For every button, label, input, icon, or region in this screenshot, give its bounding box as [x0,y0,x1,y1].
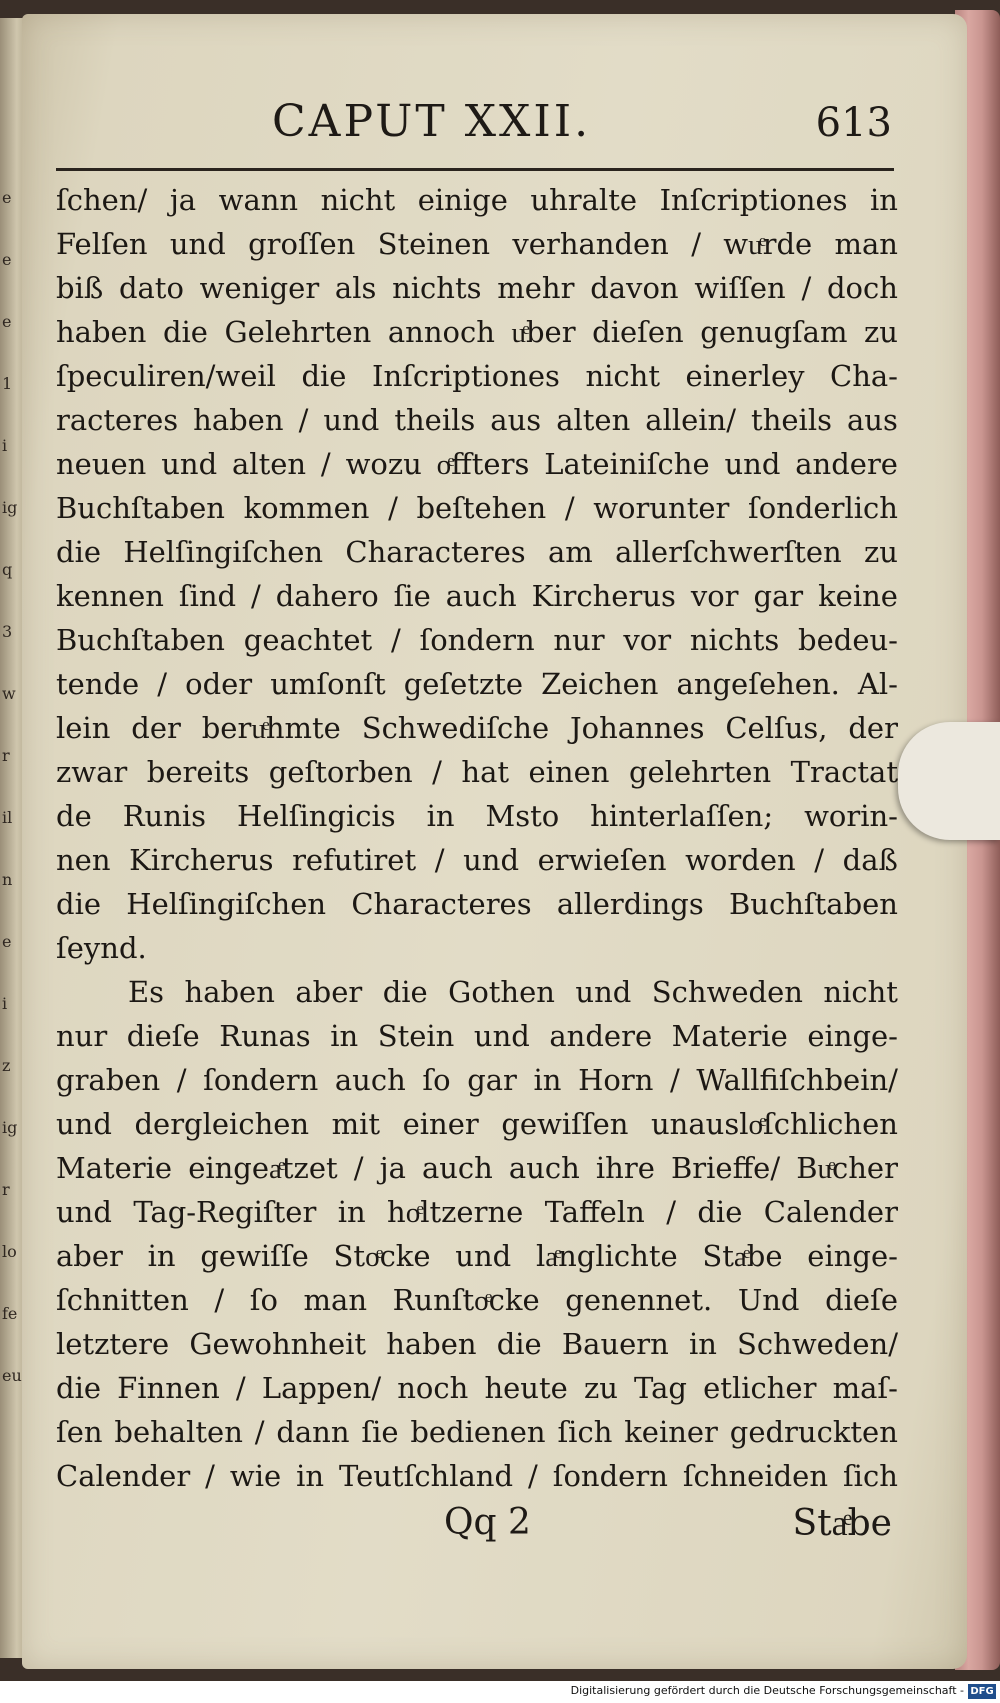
word: Gelehrten [224,315,372,349]
word: mit [331,1107,381,1141]
word: Schwediſche [361,711,550,745]
text-line [56,1014,898,1058]
word: Msto [485,799,560,833]
word: Tag-Regiſter [133,1195,317,1229]
word: Teutſchland [339,1459,514,1493]
word: wozu [345,447,422,481]
word: in [426,799,455,833]
previous-page-fragment: ig [2,498,18,517]
word: mehr [497,271,575,305]
word: hinterlaſſen; [590,799,774,833]
word: und [56,1195,112,1229]
word: man [303,1283,367,1317]
word: man [834,227,898,261]
word: einer [402,1107,479,1141]
word: wie [229,1459,282,1493]
word: nur [56,1019,108,1053]
word: Characteres [351,887,532,921]
body-text [56,178,898,1498]
word: Gewohnheit [189,1327,367,1361]
word: Felſen [56,227,148,261]
word: keiner [624,1415,718,1449]
word: ſpeculiren/weil [56,359,276,393]
previous-page-fragment: i [2,436,8,455]
word: gar [467,1063,517,1097]
word: bereits [146,755,250,789]
word: theils [394,403,476,437]
word: Tag [634,1371,687,1405]
text-line [56,486,898,530]
word: Buͤcher [796,1151,898,1185]
word: Calender [763,1195,898,1229]
word: in [296,1459,325,1493]
text-line [56,530,898,574]
previous-page-fragment: n [2,870,13,889]
text-line [56,1190,898,1234]
word: annoch [387,315,495,349]
word: ſondern [203,1063,319,1097]
word: Kircherus [129,843,274,877]
previous-page-fragment: r [2,746,10,765]
word: der [848,711,898,745]
word: und [455,1239,512,1273]
text-line [56,1454,898,1498]
word: oder [185,667,253,701]
word: nicht [823,975,898,1009]
word: neuen [56,447,147,481]
text-line [56,398,898,442]
previous-page-fragment: il [2,808,13,827]
word: kommen [243,491,370,525]
word: Inſcriptiones [659,183,848,217]
bookmark-tab [898,722,1000,840]
running-head: CAPUT XXII. [272,96,592,147]
word: und [169,227,226,261]
word: bedeu- [798,623,898,657]
word: umſonſt [270,667,386,701]
word: dergleichen [134,1107,310,1141]
word: bedienen [410,1415,546,1449]
word: angeſehen. [676,667,840,701]
word: Staͤbe [702,1239,783,1273]
word: alten [556,403,631,437]
word: alten [232,447,307,481]
text-line [56,1058,898,1102]
word: / [235,1371,246,1405]
word: / [691,227,701,261]
word: Calender [56,1459,191,1493]
word: allerſchwerſten [615,535,842,569]
text-line [56,1410,898,1454]
word: Schweden [651,975,803,1009]
word: dieſen [592,315,684,349]
word: hat [461,755,510,789]
word: ſonderlich [747,491,898,525]
word: ſondern [552,1459,668,1493]
word: unausloͤſchlichen [651,1107,898,1141]
word: die [697,1195,743,1229]
word: / [157,667,168,701]
text-line [56,266,898,310]
word: theils [751,403,832,437]
word: Buchſtaben [56,623,225,657]
text-line [56,354,898,398]
word: / [528,1459,538,1493]
word: kennen [56,579,164,613]
word: Celſus, [725,711,828,745]
word: / [669,1063,680,1097]
word: Materie [671,1019,788,1053]
word: zu [583,1371,618,1405]
previous-page-fragment: q [2,560,13,579]
word: worden [685,843,796,877]
text-line [56,1322,898,1366]
word: die [301,359,347,393]
word: allein/ [645,403,737,437]
page-header [82,92,892,162]
word: racteres [56,403,179,437]
word: andere [795,447,898,481]
word: Helſingicis [237,799,396,833]
word: in [870,183,898,217]
text-line [56,222,898,266]
previous-page-edge [0,18,24,1658]
word: genugſam [700,315,848,349]
word: Inſcriptiones [372,359,560,393]
word: dieſe [126,1019,200,1053]
word: am [547,535,593,569]
text-line [56,310,898,354]
text-line [56,1234,898,1278]
word: eingeaͤtzet [188,1151,338,1185]
word: hoͤltzerne [387,1195,524,1229]
word: nichts [392,271,482,305]
word: und [473,1019,530,1053]
word: Stoͤcke [333,1239,431,1273]
word: haben [184,975,275,1009]
word: Runas [219,1019,311,1053]
word: worunter [593,491,730,525]
word: gelehrten [628,755,772,789]
word: die [56,887,102,921]
word: vor [690,579,739,613]
word: auch [508,1151,580,1185]
word: Helſingiſchen [123,535,324,569]
previous-page-fragment: r [2,1180,10,1199]
word: geachtet [243,623,373,657]
word: einge- [807,1019,898,1053]
word: geſtorben [268,755,413,789]
previous-page-fragment: lo [2,1242,17,1261]
word: Cha- [830,359,898,393]
word: / [353,1151,364,1185]
word: / [176,1063,187,1097]
word: gewiſſen [501,1107,629,1141]
previous-page-fragment: e [2,932,12,951]
word: / [814,843,825,877]
word: noch [397,1371,469,1405]
word: einge- [807,1239,898,1273]
previous-page-fragment: z [2,1056,11,1075]
previous-page-fragment: eu [2,1366,22,1385]
word: tende [56,667,140,701]
word: Lateiniſche [544,447,710,481]
word: Zeichen [541,667,659,701]
word: behalten [114,1415,243,1449]
word: auch [334,1063,406,1097]
text-line [56,574,898,618]
word: einerley [685,359,805,393]
header-rule [56,168,894,171]
word: etlicher [703,1371,817,1405]
word: / [666,1195,676,1229]
word: ſo [249,1283,278,1317]
word: ja [169,183,197,217]
word: davon [590,271,679,305]
previous-page-fragment: e [2,250,12,269]
text-line [56,970,898,1014]
word: Es [128,975,165,1009]
word: nicht [585,359,660,393]
word: Characteres [345,535,526,569]
word: biß [56,271,104,305]
word: / [801,271,812,305]
word: Buchſtaben [729,887,898,921]
word: die [496,1327,542,1361]
word: worin- [804,799,898,833]
word: ſchneiden [682,1459,828,1493]
dfg-logo: DFG [968,1684,996,1699]
text-line [56,1146,898,1190]
word: nichts [689,623,780,657]
text-line [56,618,898,662]
word: Taffeln [544,1195,645,1229]
word: letztere [56,1327,170,1361]
word: verhanden [512,227,669,261]
word: die [56,1371,102,1405]
text-line [56,662,898,706]
word: ſind [178,579,237,613]
word: Finnen [117,1371,220,1405]
word: Materie [56,1151,173,1185]
text-line [56,706,898,750]
word: Buchſtaben [56,491,225,525]
word: als [334,271,377,305]
text-line [56,1366,898,1410]
page-number: 613 [815,100,892,146]
word: maſ- [832,1371,898,1405]
word: und [724,447,781,481]
word: dato [118,271,184,305]
word: groſſen [248,227,356,261]
word: und [161,447,218,481]
word: Brieffe/ [670,1151,781,1185]
word: wann [218,183,299,217]
word: refutiret [292,843,417,877]
signature-mark: Qq 2 [444,1502,531,1543]
word: / [432,755,442,789]
word: aber [295,975,363,1009]
text-line [56,1102,898,1146]
word: in [330,1019,359,1053]
word: Schweden/ [737,1327,898,1361]
word: wuͤrde [723,227,813,261]
word: der [131,711,181,745]
word: ſen [56,1415,103,1449]
word: / [254,1415,265,1449]
word: / [205,1459,215,1493]
word: Runſtoͤcke [392,1283,540,1317]
book-page [22,14,967,1669]
word: gewiſſe [200,1239,309,1273]
word: ſich [842,1459,898,1493]
word: / [434,843,445,877]
word: auch [445,579,517,613]
word: aus [490,403,542,437]
word: Steinen [377,227,491,261]
word: / [214,1283,225,1317]
word: geſetzte [403,667,524,701]
text-line: ſeynd. [56,931,147,965]
previous-page-fragment: fe [2,1304,18,1323]
word: ſie [393,579,431,613]
word: zwar [56,755,128,789]
word: laͤnglichte [535,1239,678,1273]
word: haben [386,1327,477,1361]
text-line [56,1278,898,1322]
word: einige [417,183,508,217]
word: / [390,623,401,657]
word: gar [753,579,804,613]
word: in [337,1195,366,1229]
word: Horn [578,1063,654,1097]
word: ja [379,1151,406,1185]
word: beſtehen [416,491,547,525]
word: ſondern [419,623,535,657]
previous-page-fragment: 1 [2,374,13,393]
word: dann [276,1415,350,1449]
word: in [147,1239,176,1273]
word: ſie [361,1415,399,1449]
word: de [56,799,92,833]
word: allerdings [556,887,704,921]
word: ihre [595,1151,655,1185]
funding-credit: Digitalisierung gefördert durch die Deutsche Forschungsgemeinschaft - [570,1684,964,1697]
word: einen [528,755,610,789]
word: Helſingiſchen [126,887,327,921]
word: / [320,447,331,481]
word: und [463,843,520,877]
previous-page-fragment: ig [2,1118,18,1137]
word: / [298,403,309,437]
word: graben [56,1063,161,1097]
word: / [388,491,398,525]
word: oͤffters [436,447,530,481]
word: doch [826,271,898,305]
previous-page-fragment: 3 [2,622,13,641]
text-line [56,794,898,838]
word: andere [549,1019,653,1053]
word: und [575,975,632,1009]
word: Bauern [561,1327,669,1361]
text-line [56,882,898,926]
word: zu [864,315,898,349]
word: Tractat [790,755,898,789]
word: die [162,315,208,349]
word: dieſe [825,1283,898,1317]
page-footer [82,1502,892,1552]
word: ſo [422,1063,451,1097]
word: haben [193,403,284,437]
word: haben [56,315,147,349]
word: nicht [320,183,396,217]
word: keine [818,579,898,613]
word: ſchen/ [56,183,148,217]
word: die [56,535,102,569]
word: vor [623,623,672,657]
word: und [56,1107,112,1141]
credit-bar [0,1681,1000,1703]
word: die [382,975,428,1009]
word: Lappen/ [261,1371,382,1405]
word: Gothen [448,975,555,1009]
word: aber [56,1239,123,1273]
word: nen [56,843,111,877]
word: erwieſen [537,843,667,877]
text-line [56,750,898,794]
word: in [688,1327,717,1361]
word: nur [553,623,605,657]
word: wiſſen [694,271,786,305]
word: Al- [857,667,898,701]
word: genennet. [565,1283,713,1317]
word: Johannes [570,711,705,745]
word: zu [864,535,898,569]
word: Und [737,1283,800,1317]
previous-page-fragment: e [2,312,12,331]
previous-page-fragment: e [2,188,12,207]
word: / [251,579,261,613]
word: ſich [557,1415,613,1449]
word: ſchnitten [56,1283,189,1317]
word: in [533,1063,562,1097]
word: daß [842,843,898,877]
word: Stein [377,1019,455,1053]
previous-page-fragment: w [2,684,16,703]
word: dahero [275,579,379,613]
catchword: Staͤbe [792,1503,892,1544]
text-line [56,442,898,486]
word: uͤber [511,315,576,349]
text-line [56,178,898,222]
word: und [323,403,380,437]
text-line [56,838,898,882]
word: lein [56,711,111,745]
word: aus [847,403,898,437]
word: beruͤhmte [201,711,341,745]
previous-page-fragment: i [2,994,8,1013]
word: uhralte [530,183,638,217]
word: weniger [199,271,320,305]
word: heute [484,1371,568,1405]
word: Runis [122,799,207,833]
word: Wallfiſchbein/ [696,1063,898,1097]
word: gedruckten [729,1415,898,1449]
word: / [564,491,575,525]
word: Kircherus [531,579,676,613]
word: auch [421,1151,493,1185]
